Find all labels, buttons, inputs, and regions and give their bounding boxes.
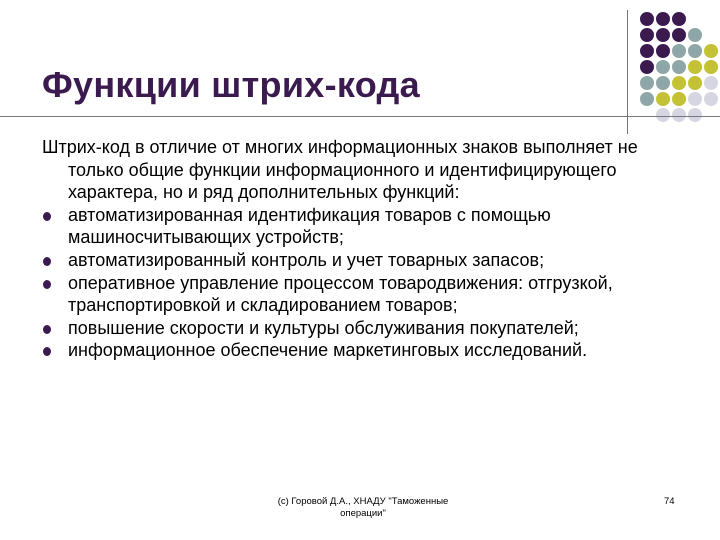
decor-dot: [688, 28, 702, 42]
decor-dot: [672, 28, 686, 42]
slide-body: [42, 136, 692, 362]
decor-dot: [640, 12, 654, 26]
decor-dot: [672, 76, 686, 90]
intro-paragraph: Штрих-код в отличие от многих информационных знаков выполняет не только общие функции информационного и идентифицирующего характера, но и ряд дополнительных функций:: [42, 137, 638, 203]
list-item-text: оперативное управление процессом товародвижения: отгрузкой, транспортировкой и складированием товаров;: [68, 272, 613, 316]
decor-dot: [640, 76, 654, 90]
list-item-text: автоматизированный контроль и учет товарных запасов;: [68, 249, 545, 270]
decor-dot: [656, 44, 670, 58]
list-item: [42, 204, 692, 249]
decor-dot: [672, 108, 686, 122]
decor-dot: [656, 28, 670, 42]
decor-dot: [688, 44, 702, 58]
decor-dot: [656, 108, 670, 122]
decor-dot: [672, 60, 686, 74]
decor-dot: [656, 92, 670, 106]
list-item: [42, 339, 692, 362]
decor-dot: [672, 92, 686, 106]
decor-dot: [656, 12, 670, 26]
bullet-icon: [43, 212, 51, 221]
decor-dot: [688, 60, 702, 74]
decor-dot: [688, 108, 702, 122]
decor-dot: [672, 12, 686, 26]
decor-dot: [640, 44, 654, 58]
decor-dot: [704, 92, 718, 106]
title-divider: [0, 116, 720, 117]
bullet-icon: [43, 347, 51, 356]
bullet-icon: [43, 325, 51, 334]
page-number: 74: [664, 496, 675, 507]
list-item: [42, 317, 692, 340]
decor-dot: [688, 76, 702, 90]
footer-credit: (с) Горовой Д.А., ХНАДУ "Таможенные операции": [277, 496, 449, 519]
list-item-text: повышение скорости и культуры обслуживания покупателей;: [68, 317, 579, 338]
list-item: [42, 272, 692, 317]
bullet-icon: [43, 280, 51, 289]
decor-dot: [704, 44, 718, 58]
list-item-text: автоматизированная идентификация товаров с помощью машиносчитывающих устройств;: [68, 204, 551, 248]
slide-title: Функции штрих-кода: [42, 64, 421, 105]
list-item-text: информационное обеспечение маркетинговых исследований.: [68, 340, 588, 361]
decor-dot: [656, 76, 670, 90]
decor-dot: [640, 92, 654, 106]
list-item: [42, 249, 692, 272]
decor-dot: [640, 60, 654, 74]
decor-dot: [656, 60, 670, 74]
decor-dot: [640, 28, 654, 42]
function-list: [42, 204, 692, 362]
bullet-icon: [43, 257, 51, 266]
decor-dot: [704, 60, 718, 74]
decor-dot: [688, 92, 702, 106]
decor-dot: [704, 76, 718, 90]
decor-dot: [672, 44, 686, 58]
